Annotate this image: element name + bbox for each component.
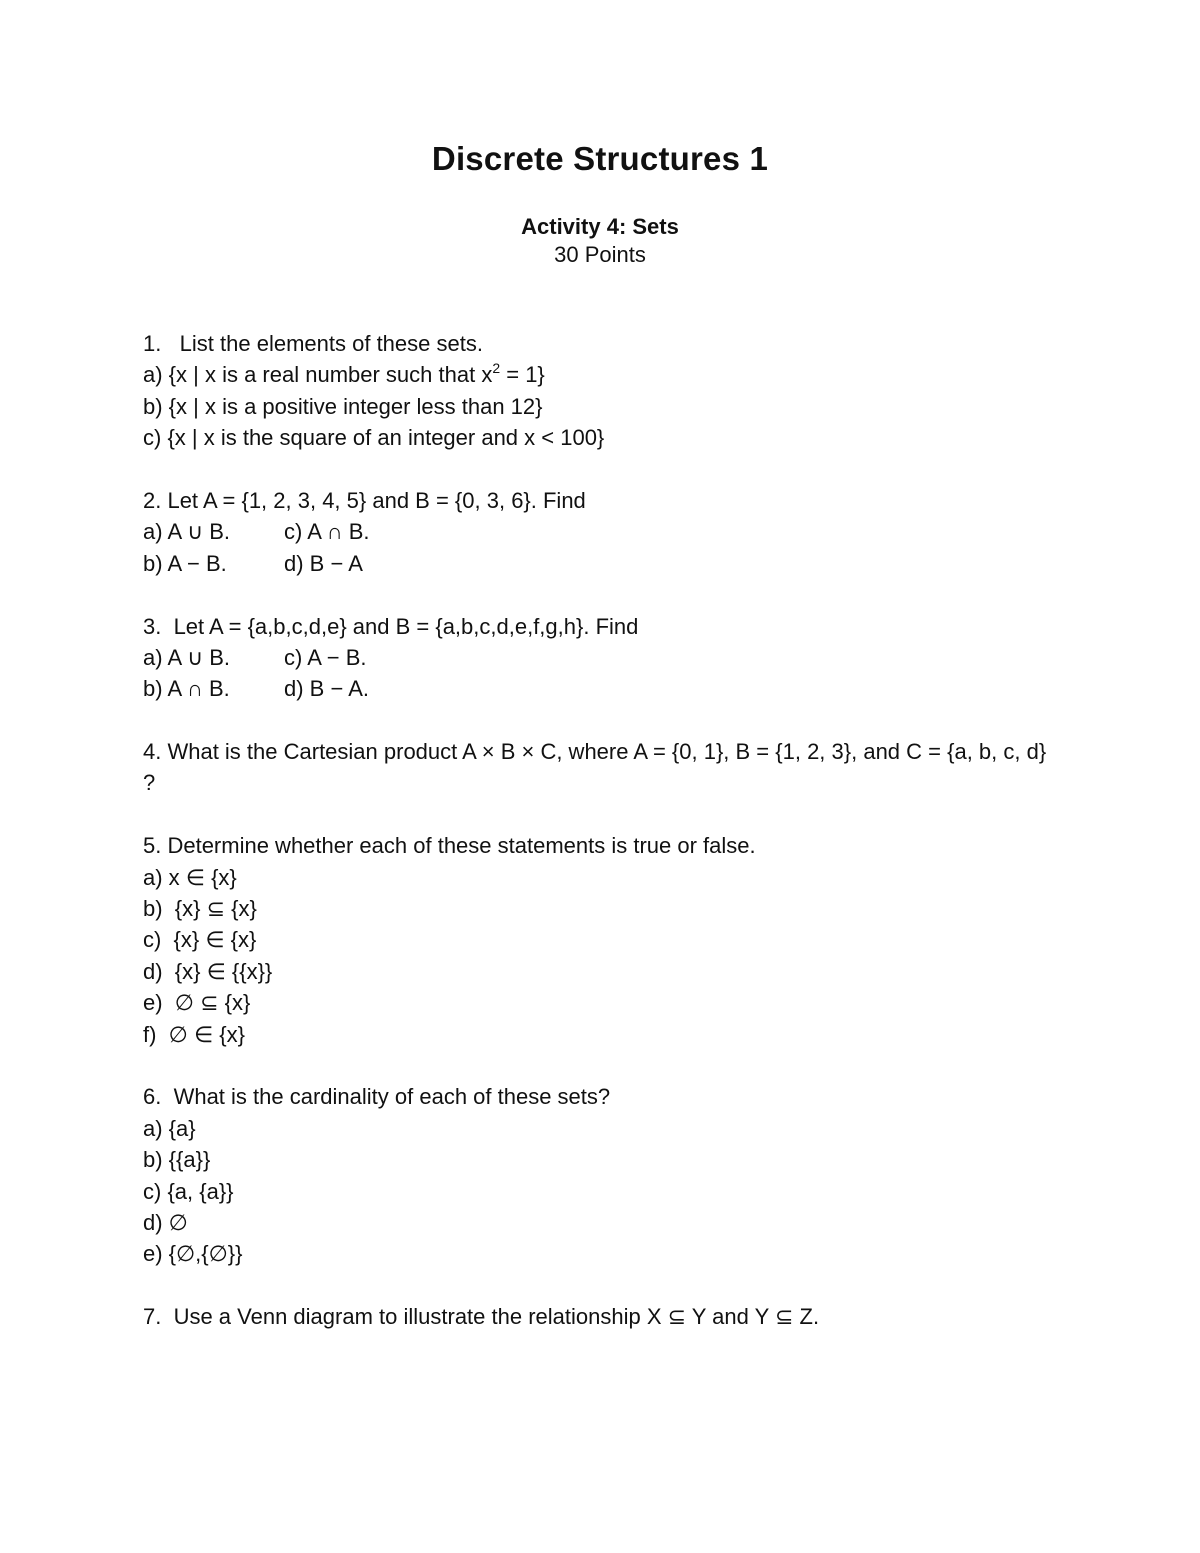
q4-prompt: 4. What is the Cartesian product A × B × C, where A = {0, 1}, B = {1, 2, 3}, and C = {a, b, c, d} ? — [143, 739, 1047, 796]
q6-prompt: 6. What is the cardinality of each of these sets? — [143, 1084, 611, 1110]
q3-prompt: 3. Let A = {a,b,c,d,e} and B = {a,b,c,d,e,f,g,h}. Find — [143, 613, 639, 639]
q6-item-d: d) ∅ — [143, 1209, 188, 1235]
q6-item-c: c) {a, {a}} — [143, 1178, 234, 1204]
questions-body — [143, 328, 1063, 1333]
spacer — [143, 799, 1063, 830]
q1-item-a-text: a) {x | x is a real number such that x — [143, 362, 493, 388]
q3-item-b: b) A ∩ B. — [143, 676, 230, 702]
activity-heading: Activity 4: Sets — [521, 214, 679, 239]
q6-item-a: a) {a} — [143, 1115, 196, 1141]
q1-item-b: b) {x | x is a positive integer less than 12} — [143, 393, 543, 419]
q1-item-a-rest: = 1} — [500, 362, 545, 388]
q3-item-d: d) B − A. — [284, 676, 369, 702]
q7-prompt: 7. Use a Venn diagram to illustrate the relationship X ⊆ Y and Y ⊆ Z. — [143, 1304, 820, 1330]
q2-item-d: d) B − A — [284, 550, 363, 576]
q3-row-1 — [143, 642, 1063, 673]
q5-item-f: f) ∅ ∈ {x} — [143, 1021, 245, 1047]
points-label: 30 Points — [554, 242, 646, 267]
q3-item-c: c) A − B. — [284, 644, 367, 670]
q5-item-b: b) {x} ⊆ {x} — [143, 896, 257, 922]
q2-row-2 — [143, 548, 1063, 579]
q5-prompt: 5. Determine whether each of these statements is true or false. — [143, 833, 756, 859]
q1-item-a-exponent: 2 — [492, 360, 501, 377]
q2-item-b: b) A − B. — [143, 550, 227, 576]
q5-item-d: d) {x} ∈ {{x}} — [143, 958, 273, 984]
q2-item-a: a) A ∪ B. — [143, 519, 231, 545]
spacer — [143, 579, 1063, 610]
q2-prompt: 2. Let A = {1, 2, 3, 4, 5} and B = {0, 3, 6}. Find — [143, 487, 586, 513]
q1-item-a — [143, 359, 1063, 390]
q3-item-a: a) A ∪ B. — [143, 644, 231, 670]
document-title: Discrete Structures 1 — [431, 140, 769, 177]
q5-item-a: a) x ∈ {x} — [143, 864, 237, 890]
spacer — [143, 1270, 1063, 1301]
spacer — [143, 1050, 1063, 1081]
q5-item-e: e) ∅ ⊆ {x} — [143, 990, 251, 1016]
spacer — [143, 705, 1063, 736]
spacer — [143, 454, 1063, 485]
q6-item-e: e) {∅,{∅}} — [143, 1241, 243, 1267]
q6-item-b: b) {{a}} — [143, 1147, 211, 1173]
q5-item-c: c) {x} ∈ {x} — [143, 927, 257, 953]
q1-prompt: 1. List the elements of these sets. — [143, 331, 483, 356]
q2-row-1 — [143, 516, 1063, 547]
q1-item-c: c) {x | x is the square of an integer and x < 100} — [143, 425, 605, 451]
q3-row-2 — [143, 673, 1063, 704]
q2-item-c: c) A ∩ B. — [284, 519, 370, 545]
